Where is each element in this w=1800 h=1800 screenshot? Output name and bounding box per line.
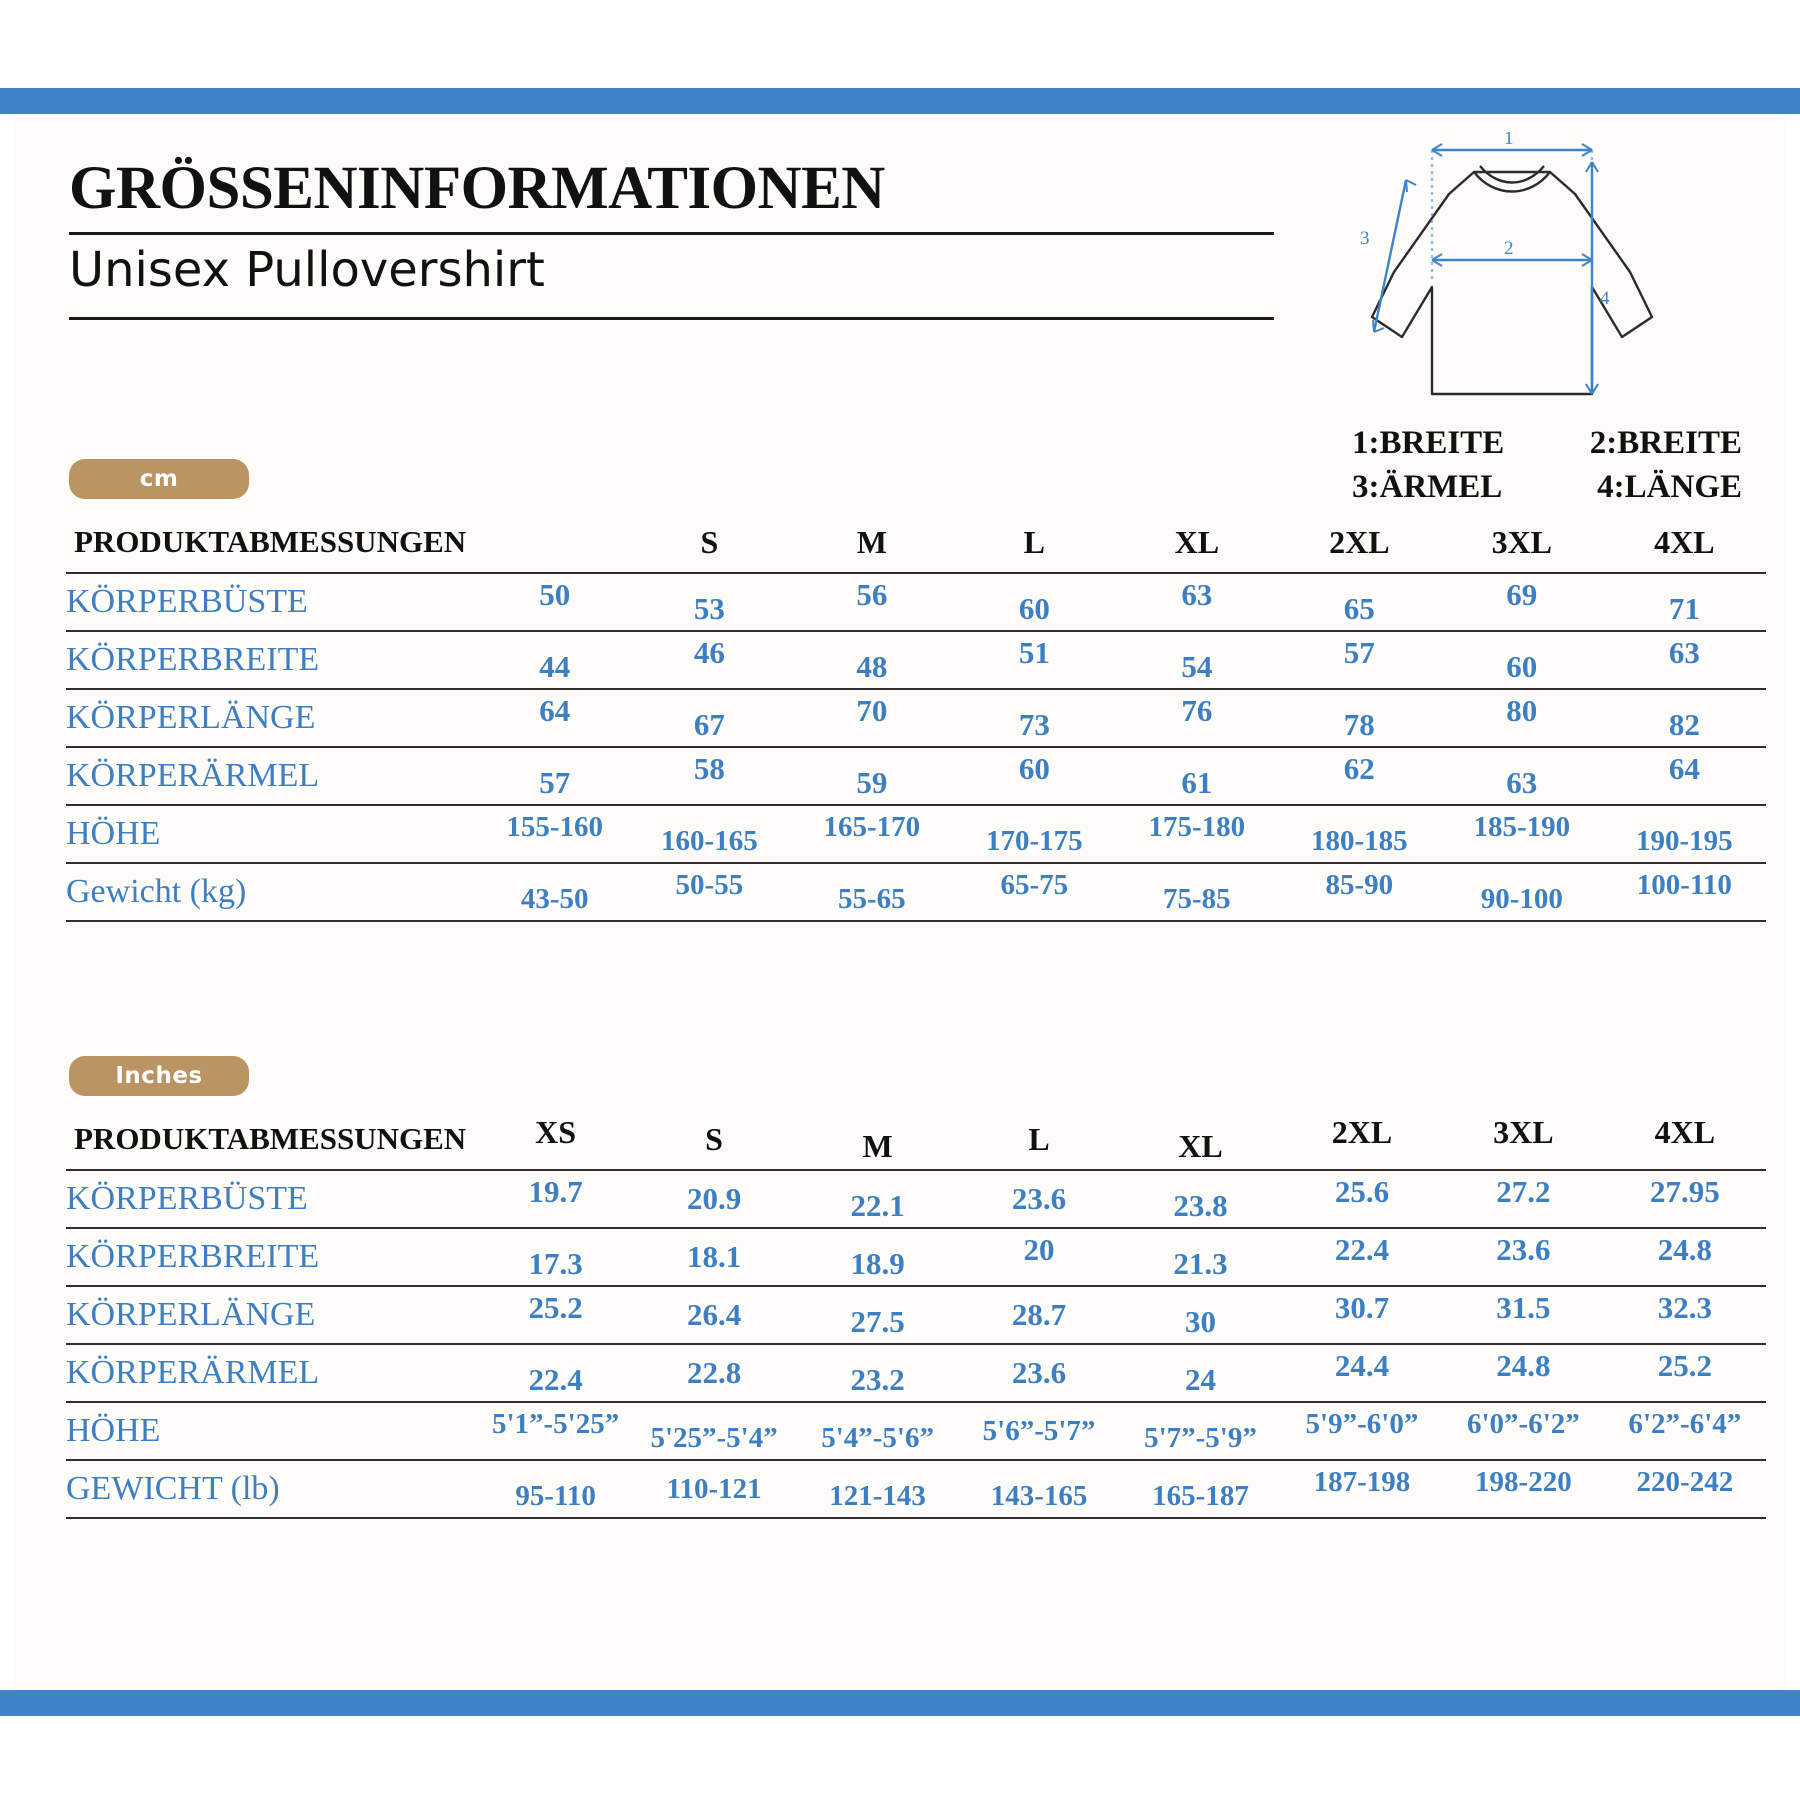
cell-value: 170-175: [986, 824, 1083, 857]
cell-value: 63: [1181, 577, 1213, 612]
cell-value: 25.6: [1334, 1174, 1390, 1209]
cell-value: 198-220: [1475, 1465, 1572, 1498]
cell-value: 90-100: [1480, 882, 1563, 915]
cell-value: 69: [1506, 577, 1538, 612]
row-label: HÖHE: [66, 1412, 161, 1449]
cell-value: 23.6: [1011, 1355, 1067, 1390]
col-header-2xl: 2XL: [1331, 1113, 1393, 1150]
cell-value: 51: [1018, 635, 1050, 670]
diagram-marker-4: 4: [1600, 288, 1610, 309]
cell-value: 23.6: [1011, 1181, 1067, 1216]
col-header-xl: XL: [1178, 1127, 1223, 1164]
table-row: [66, 1344, 1766, 1402]
diagram-legend: [1352, 422, 1782, 509]
cell-value: 64: [1668, 751, 1700, 786]
cell-value: 187-198: [1313, 1465, 1411, 1498]
cell-value: 18.9: [850, 1246, 905, 1281]
cell-value: 55-65: [838, 882, 906, 915]
cell-value: 60: [1018, 751, 1050, 786]
col-header-3xl: 3XL: [1491, 523, 1553, 560]
row-label: GEWICHT (lb): [66, 1470, 280, 1507]
col-header-l: L: [1028, 1120, 1050, 1157]
cell-value: 24.8: [1496, 1348, 1551, 1383]
title-divider: [69, 232, 1274, 235]
cell-value: 22.4: [528, 1362, 583, 1397]
cell-value: 80: [1506, 693, 1538, 728]
cell-value: 56: [856, 577, 888, 612]
unit-badge-cm: cm: [69, 459, 249, 499]
cell-value: 6'2”-6'4”: [1628, 1407, 1742, 1440]
cell-value: 155-160: [506, 810, 604, 843]
cell-value: 65-75: [1000, 868, 1069, 901]
table-row: [66, 863, 1766, 921]
subtitle-divider: [69, 317, 1274, 320]
col-header-2xl: 2XL: [1329, 523, 1390, 560]
cell-value: 24.8: [1657, 1232, 1712, 1267]
cell-value: 20: [1023, 1232, 1055, 1267]
cell-value: 75-85: [1162, 882, 1231, 915]
legend-item-3: 3:ÄRMEL: [1352, 468, 1503, 505]
legend-item-2: 2:BREITE: [1589, 425, 1742, 461]
diagram-marker-3: 3: [1360, 228, 1370, 249]
cell-value: 70: [856, 693, 888, 728]
cell-value: 165-170: [823, 810, 921, 843]
cell-value: 23.6: [1496, 1232, 1551, 1267]
cell-value: 24.4: [1334, 1348, 1390, 1383]
table-row: [66, 747, 1766, 805]
cell-value: 6'0”-6'2”: [1466, 1407, 1580, 1440]
cell-value: 23.8: [1173, 1188, 1228, 1223]
cell-value: 175-180: [1148, 810, 1246, 843]
table-row: [66, 573, 1766, 631]
cell-value: 143-165: [990, 1479, 1088, 1512]
col-header-m: M: [862, 1127, 893, 1164]
table-row: [66, 1170, 1766, 1228]
row-label: KÖRPERÄRMEL: [66, 757, 320, 794]
cell-value: 46: [693, 635, 725, 670]
row-label: Gewicht (kg): [66, 873, 247, 910]
cell-value: 185-190: [1473, 810, 1571, 843]
legend-item-4: 4:LÄNGE: [1597, 468, 1742, 505]
cell-value: 50: [539, 577, 571, 612]
cell-value: 5'4”-5'6”: [821, 1421, 934, 1454]
bottom-color-band: [0, 1690, 1800, 1716]
cell-value: 180-185: [1310, 824, 1408, 857]
legend-item-1: 1:BREITE: [1352, 425, 1505, 461]
cell-value: 190-195: [1635, 824, 1733, 857]
table-row: [66, 1402, 1766, 1460]
cell-value: 44: [539, 649, 571, 684]
cell-value: 31.5: [1496, 1290, 1551, 1325]
cell-value: 20.9: [686, 1181, 742, 1216]
cell-value: 110-121: [666, 1472, 762, 1505]
page-subtitle: Unisex Pullovershirt: [69, 242, 545, 298]
cell-value: 5'9”-6'0”: [1305, 1407, 1419, 1440]
cell-value: 220-242: [1636, 1465, 1734, 1498]
table-header-row-cm: [66, 512, 1766, 573]
col-header-4xl: 4XL: [1654, 523, 1715, 560]
table-row: [66, 631, 1766, 689]
cell-value: 121-143: [829, 1479, 926, 1512]
cell-value: 62: [1343, 751, 1375, 786]
cell-value: 59: [856, 765, 888, 800]
diagram-marker-1: 1: [1504, 132, 1514, 149]
row-label: KÖRPERBÜSTE: [66, 583, 308, 620]
cell-value: 32.3: [1657, 1290, 1712, 1325]
cell-value: 23.2: [850, 1362, 905, 1397]
cell-value: 22.8: [686, 1355, 742, 1390]
col-header-3xl: 3XL: [1493, 1113, 1554, 1150]
cell-value: 64: [539, 693, 571, 728]
table-row: [66, 1460, 1766, 1518]
cell-value: 21.3: [1173, 1246, 1228, 1281]
page-title: GRÖSSENINFORMATIONEN: [69, 155, 885, 222]
col-header-measurements: PRODUKTABMESSUNGEN: [74, 1121, 467, 1156]
table-header-row-inches: [66, 1109, 1766, 1170]
cell-value: 100-110: [1636, 868, 1732, 901]
cell-value: 165-187: [1152, 1479, 1249, 1512]
shirt-diagram: [1354, 132, 1754, 422]
row-label: KÖRPERÄRMEL: [66, 1354, 320, 1391]
cell-value: 54: [1181, 649, 1213, 684]
cell-value: 63: [1506, 765, 1538, 800]
cell-value: 82: [1668, 707, 1700, 742]
chart-sheet: [14, 114, 1786, 1690]
cell-value: 60: [1018, 591, 1050, 626]
col-header-4xl: 4XL: [1654, 1113, 1716, 1150]
cell-value: 27.95: [1650, 1174, 1720, 1209]
table-row: [66, 689, 1766, 747]
row-label: KÖRPERBÜSTE: [66, 1180, 308, 1217]
diagram-marker-2: 2: [1504, 238, 1514, 259]
cell-value: 60: [1506, 649, 1538, 684]
size-table-inches: [66, 1109, 1766, 1519]
cell-value: 58: [693, 751, 725, 786]
cell-value: 50-55: [675, 868, 744, 901]
cell-value: 24: [1184, 1362, 1216, 1397]
cell-value: 30: [1184, 1304, 1216, 1339]
cell-value: 25.2: [528, 1290, 583, 1325]
cell-value: 73: [1018, 707, 1050, 742]
cell-value: 57: [1343, 635, 1375, 670]
row-label: KÖRPERBREITE: [66, 641, 320, 678]
cell-value: 22.1: [850, 1188, 905, 1223]
cell-value: 19.7: [528, 1174, 583, 1209]
cell-value: 63: [1668, 635, 1700, 670]
cell-value: 71: [1668, 591, 1700, 626]
row-label: HÖHE: [66, 815, 161, 852]
cell-value: 5'25”-5'4”: [650, 1421, 778, 1454]
table-row: [66, 1286, 1766, 1344]
cell-value: 78: [1343, 707, 1375, 742]
cell-value: 65: [1343, 591, 1375, 626]
cell-value: 57: [539, 765, 571, 800]
row-label: KÖRPERBREITE: [66, 1238, 320, 1275]
cell-value: 95-110: [515, 1479, 596, 1512]
cell-value: 25.2: [1657, 1348, 1712, 1383]
cell-value: 18.1: [686, 1239, 742, 1274]
col-header-m: M: [856, 523, 887, 560]
cell-value: 28.7: [1011, 1297, 1067, 1332]
col-header-xl: XL: [1174, 523, 1220, 560]
cell-value: 61: [1181, 765, 1213, 800]
cell-value: 5'7”-5'9”: [1144, 1421, 1257, 1454]
table-row: [66, 1228, 1766, 1286]
cell-value: 30.7: [1334, 1290, 1390, 1325]
cell-value: 27.5: [850, 1304, 905, 1339]
cell-value: 26.4: [686, 1297, 742, 1332]
cell-value: 76: [1181, 693, 1213, 728]
cell-value: 67: [693, 707, 725, 742]
cell-value: 5'1”-5'25”: [491, 1407, 620, 1440]
cell-value: 53: [693, 591, 725, 626]
cell-value: 27.2: [1496, 1174, 1551, 1209]
cell-value: 22.4: [1334, 1232, 1390, 1267]
cell-value: 5'6”-5'7”: [982, 1414, 1096, 1447]
size-table-cm: [66, 512, 1766, 922]
cell-value: 160-165: [661, 824, 758, 857]
cell-value: 85-90: [1325, 868, 1394, 901]
cell-value: 43-50: [520, 882, 589, 915]
unit-badge-inches: Inches: [69, 1056, 249, 1096]
top-color-band: [0, 88, 1800, 114]
col-header-blank: [482, 512, 628, 573]
col-header-xs: XS: [535, 1113, 577, 1150]
row-label: KÖRPERLÄNGE: [66, 699, 316, 736]
table-row: [66, 805, 1766, 863]
row-label: KÖRPERLÄNGE: [66, 1296, 316, 1333]
cell-value: 48: [856, 649, 888, 684]
col-header-s: S: [705, 1120, 723, 1157]
col-header-s: S: [700, 523, 719, 560]
cell-value: 17.3: [528, 1246, 583, 1281]
col-header-l: L: [1023, 523, 1045, 560]
col-header-measurements: PRODUKTABMESSUNGEN: [74, 524, 467, 559]
